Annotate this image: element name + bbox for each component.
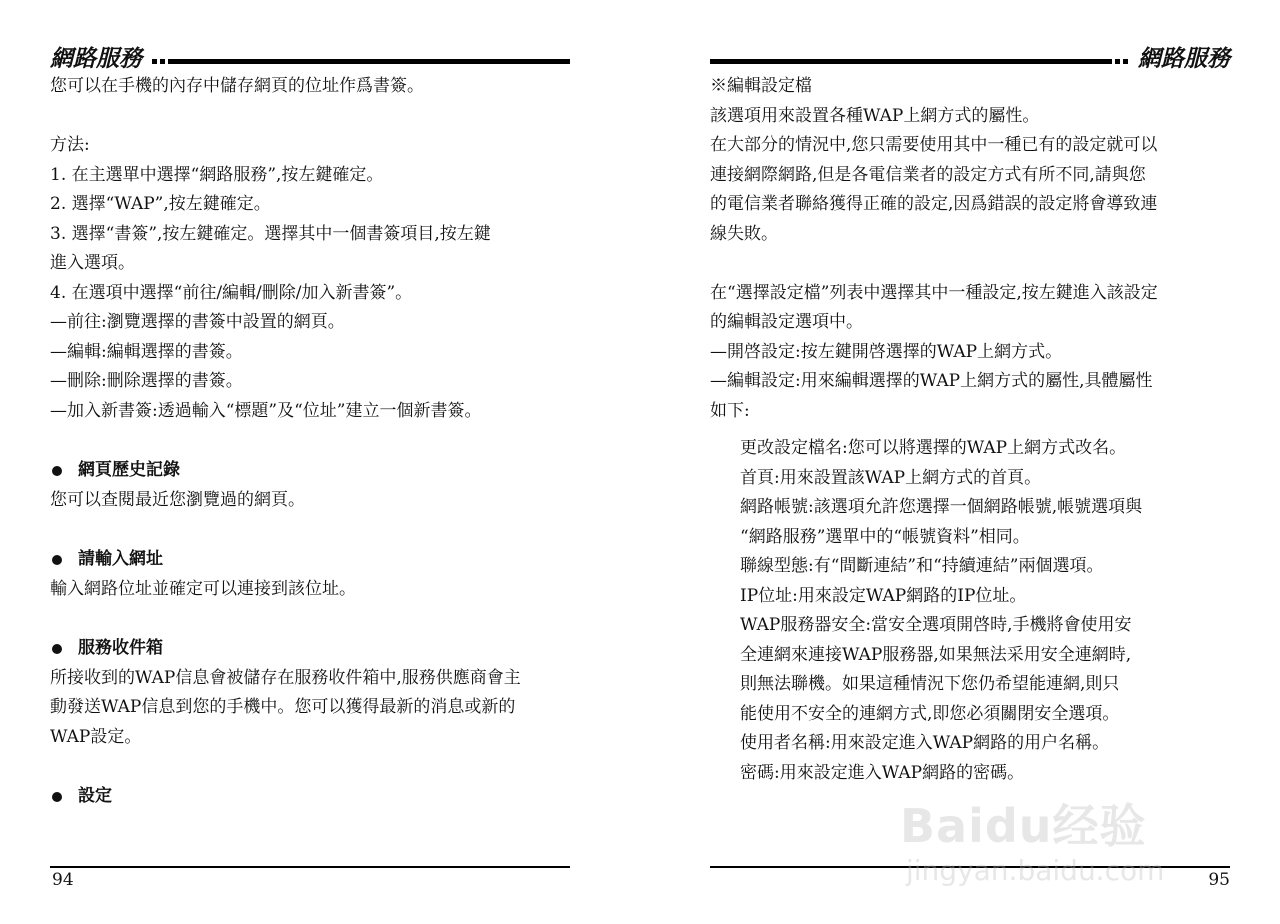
indented-line: 密碼:用來設定進入WAP網路的密碼。 <box>740 762 1025 783</box>
body-line: —開啓設定:按左鍵開啓選擇的WAP上網方式。 <box>710 341 1063 362</box>
spacer <box>50 426 570 456</box>
section-heading: 請輸入網址 <box>50 545 570 575</box>
header-rule <box>710 59 1112 64</box>
page-number: 94 <box>52 870 74 890</box>
indented-line: 聯線型態:有“間斷連結”和“持續連結”兩個選項。 <box>740 556 1104 576</box>
footer-rule <box>50 866 570 868</box>
bullet-icon <box>52 792 62 802</box>
watermark-url: jingyan.baidu.com <box>906 854 1165 887</box>
header-ornament <box>152 59 157 64</box>
header-ornament <box>1115 59 1120 64</box>
spacer <box>710 426 1230 434</box>
right-header-title: 網路服務 <box>1138 45 1230 72</box>
right-page <box>710 0 1230 924</box>
body-line: —編輯設定:用來編輯選擇的WAP上網方式的屬性,具體屬性 <box>710 371 1153 391</box>
body-line: —刪除:刪除選擇的書簽。 <box>50 371 243 391</box>
indented-line: “網路服務”選單中的“帳號資料”相同。 <box>740 526 1030 547</box>
body-line: 連接網際網路,但是各電信業者的設定方式有所不同,請與您 <box>710 164 1146 185</box>
left-header-title: 網路服務 <box>50 45 142 72</box>
right-page-header <box>710 38 1230 72</box>
body-line: 在大部分的情況中,您只需要使用其中一種已有的設定就可以 <box>710 135 1158 155</box>
spacer <box>50 604 570 634</box>
indented-line: 則無法聯機。如果這種情況下您仍希望能連網,則只 <box>740 674 1120 694</box>
section-heading: 網頁歷史記錄 <box>50 456 570 486</box>
body-line <box>50 102 570 132</box>
body-line: 方法: <box>50 135 90 155</box>
body-line: WAP設定。 <box>50 726 142 747</box>
body-line: 2. 選擇“WAP”,按左鍵確定。 <box>50 194 271 214</box>
bullet-icon <box>52 644 62 654</box>
spacer <box>50 752 570 782</box>
bullet-icon <box>52 555 62 565</box>
header-rule <box>168 59 570 64</box>
body-line: 所接收到的WAP信息會被儲存在服務收件箱中,服務供應商會主 <box>50 667 521 688</box>
body-line: 的編輯設定選項中。 <box>710 312 863 332</box>
indented-line: 更改設定檔名:您可以將選擇的WAP上網方式改名。 <box>740 438 1127 458</box>
section-heading: 設定 <box>50 782 570 812</box>
header-ornament <box>1123 59 1128 64</box>
left-page <box>50 0 570 924</box>
left-page-body <box>50 72 570 812</box>
indented-line: 能使用不安全的連網方式,即您必須關閉安全選項。 <box>740 703 1120 724</box>
spacer <box>50 515 570 545</box>
body-line: 4. 在選項中選擇“前往/編輯/刪除/加入新書簽”。 <box>50 282 413 303</box>
indented-line: 全連網來連接WAP服務器,如果無法采用安全連網時, <box>740 644 1132 665</box>
body-line: —前往:瀏覽選擇的書簽中設置的網頁。 <box>50 312 345 332</box>
indented-line: 使用者名稱:用來設定進入WAP網路的用户名稱。 <box>740 733 1110 753</box>
body-line: 進入選項。 <box>50 253 135 273</box>
body-line: 您可以查閱最近您瀏覽過的網頁。 <box>50 489 305 510</box>
indented-line: 首頁:用來設置該WAP上網方式的首頁。 <box>740 467 1042 488</box>
indented-line: 網路帳號:該選項允許您選擇一個網路帳號,帳號選項與 <box>740 497 1143 517</box>
bullet-icon <box>52 466 62 476</box>
body-line: 動發送WAP信息到您的手機中。您可以獲得最新的消息或新的 <box>50 697 516 717</box>
body-line: 輸入網路位址並確定可以連接到該位址。 <box>50 578 356 599</box>
body-line: 1. 在主選單中選擇“網路服務”,按左鍵確定。 <box>50 164 384 185</box>
body-line: 該選項用來設置各種WAP上網方式的屬性。 <box>710 105 1040 126</box>
indented-line: IP位址:用來設定WAP網路的IP位址。 <box>740 585 1027 606</box>
body-line: 您可以在手機的內存中儲存網頁的位址作爲書簽。 <box>50 76 424 96</box>
body-line: —編輯:編輯選擇的書簽。 <box>50 341 243 362</box>
body-line: ※編輯設定檔 <box>710 76 812 96</box>
left-page-header <box>50 38 570 72</box>
header-ornament <box>160 59 165 64</box>
body-line: 的電信業者聯絡獲得正確的設定,因爲錯誤的設定將會導致連 <box>710 194 1158 214</box>
indented-line: WAP服務器安全:當安全選項開啓時,手機將會使用安 <box>740 615 1132 635</box>
watermark <box>900 790 1230 910</box>
page-number: 95 <box>1208 870 1230 890</box>
watermark-logo: Baidu经验 <box>900 799 1147 853</box>
body-line: 在“選擇設定檔”列表中選擇其中一種設定,按左鍵進入該設定 <box>710 282 1158 303</box>
body-line: 線失敗。 <box>710 223 778 244</box>
body-line: 3. 選擇“書簽”,按左鍵確定。選擇其中一個書簽項目,按左鍵 <box>50 223 491 244</box>
body-line <box>710 249 1230 279</box>
right-page-body <box>710 72 1230 788</box>
section-heading: 服務收件箱 <box>50 634 570 664</box>
body-line: 如下: <box>710 400 750 421</box>
body-line: —加入新書簽:透過輸入“標題”及“位址”建立一個新書簽。 <box>50 400 482 421</box>
